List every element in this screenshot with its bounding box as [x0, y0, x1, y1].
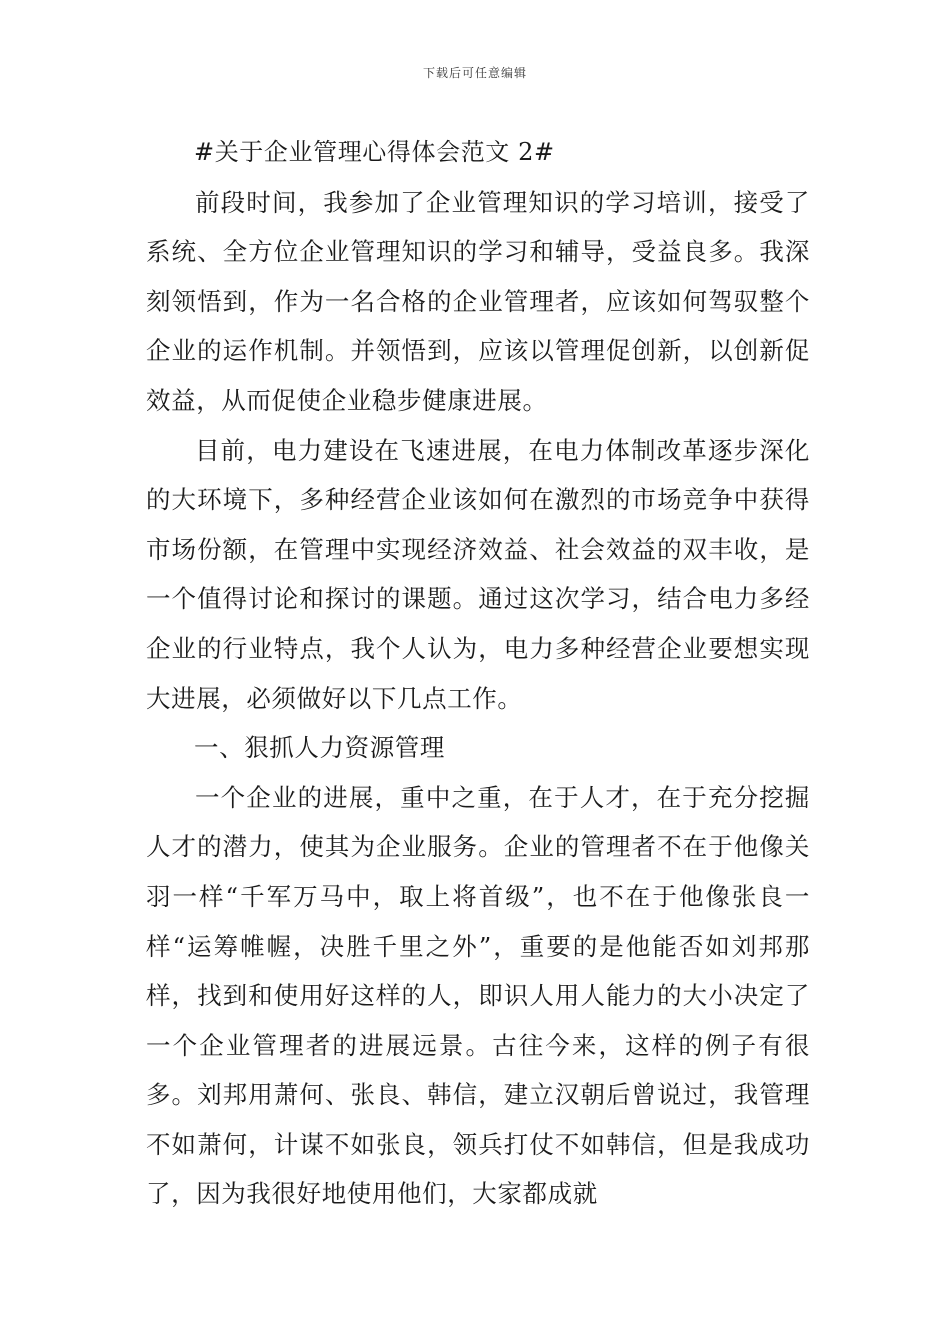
- paragraph-context: 目前，电力建设在飞速进展，在电力体制改革逐步深化的大环境下，多种经营企业该如何在激烈的市场竞争中获得市场份额，在管理中实现经济效益、社会效益的双丰收，是一个值得讨论和探讨的课题。通过这次学习，结合电力多经企业的行业特点，我个人认为，电力多种经营企业要想实现大进展，必须做好以下几点工作。: [146, 435, 810, 713]
- page-header-note: 下载后可任意编辑: [422, 66, 527, 80]
- paragraph-intro: 前段时间，我参加了企业管理知识的学习培训，接受了系统、全方位企业管理知识的学习和辅导，受益良多。我深刻领悟到，作为一名合格的企业管理者，应该如何驾驭整个企业的运作机制。并领悟到，应该以管理促创新，以创新促效益，从而促使企业稳步健康进展。: [146, 187, 810, 415]
- document-body: [146, 128, 810, 1219]
- section-heading: 一、狠抓人力资源管理: [194, 733, 445, 763]
- document-title: #关于企业管理心得体会范文 2#: [194, 138, 555, 166]
- paragraph-section: 一个企业的进展，重中之重，在于人才，在于充分挖掘人才的潜力，使其为企业服务。企业的管理者不在于他像关羽一样“千军万马中，取上将首级”，也不在于他像张良一样“运筹帷幄，决胜千里之外”，重要的是他能否如刘邦那样，找到和使用好这样的人，即识人用人能力的大小决定了一个企业管理者的进展远景。古往今来，这样的例子有很多。刘邦用萧何、张良、韩信，建立汉朝后曾说过，我管理不如萧何，计谋不如张良，领兵打仗不如韩信，但是我成功了，因为我很好地使用他们，大家都成就: [146, 782, 810, 1209]
